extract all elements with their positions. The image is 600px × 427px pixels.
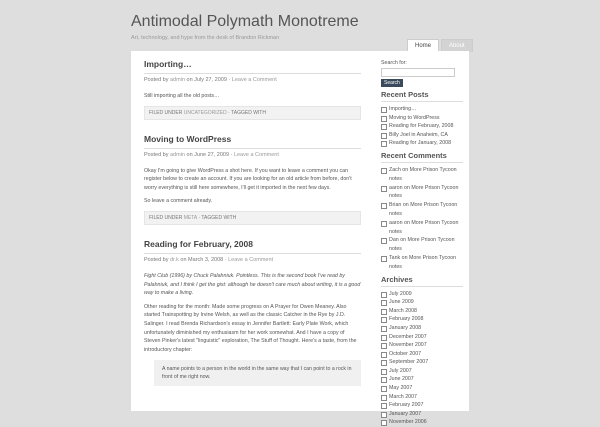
recent-post-link[interactable]: Moving to WordPress: [381, 114, 463, 123]
blockquote: A name points to a person in the world in the same way that I can point to a rock in front of me right now.: [154, 360, 361, 386]
tagged-with-label: · TAGGED WITH: [198, 214, 237, 221]
meta-separator: ·: [228, 77, 231, 83]
recent-comment-link[interactable]: Tank on More Prison Tycoon notes: [381, 254, 463, 272]
site-header: [131, 12, 471, 41]
recent-comment-link[interactable]: aaron on More Prison Tycoon notes: [381, 219, 463, 237]
post-meta-prefix: Posted by: [144, 151, 169, 158]
archive-link[interactable]: September 2007: [381, 358, 463, 367]
archives-list: [381, 290, 463, 427]
recent-post-link[interactable]: Importing…: [381, 105, 463, 114]
site-title[interactable]: Antimodal Polymath Monotreme: [131, 13, 359, 30]
leave-comment-link[interactable]: Leave a Comment: [228, 256, 274, 263]
tagged-with-label: · TAGGED WITH: [228, 109, 266, 116]
post-paragraph: Still importing all the old posts…: [144, 93, 220, 99]
sidebar: [381, 60, 463, 427]
site-description: Art, technology, and hype from the desk of Brandon Rickman: [131, 35, 280, 41]
post-paragraph: Fight Club (1996) by Chuck Palahniuk. Pointless. This is the second book I've read by Palahniuk, and I think I get the gist: although he doesn't care much about writing, it is a good way to make a living.: [144, 272, 361, 297]
recent-comment-link[interactable]: aaron on More Prison Tycoon notes: [381, 184, 463, 202]
meta-separator: ·: [230, 151, 233, 158]
post-title[interactable]: Reading for February, 2008: [144, 239, 361, 254]
category-link[interactable]: META: [183, 214, 197, 221]
archive-link[interactable]: November 2007: [381, 341, 463, 350]
post-footer: [144, 106, 361, 120]
post: [144, 239, 361, 386]
meta-separator: ·: [224, 256, 227, 263]
recent-posts-title: Recent Posts: [381, 90, 463, 102]
leave-comment-link[interactable]: Leave a Comment: [231, 77, 277, 83]
archive-link[interactable]: January 2008: [381, 324, 463, 333]
search-input[interactable]: [381, 68, 455, 77]
archive-link[interactable]: March 2008: [381, 307, 463, 316]
recent-comment-link[interactable]: Brian on More Prison Tycoon notes: [381, 201, 463, 219]
category-link[interactable]: UNCATEGORIZED: [183, 109, 227, 116]
post-meta: [144, 152, 361, 158]
archive-link[interactable]: February 2008: [381, 315, 463, 324]
search-label: Search for:: [381, 60, 407, 66]
archives-title: Archives: [381, 275, 463, 287]
search-button[interactable]: Search: [381, 79, 403, 87]
tab-home[interactable]: Home: [407, 39, 439, 52]
archive-link[interactable]: July 2007: [381, 367, 463, 376]
post-meta-prefix: Posted by: [144, 77, 169, 83]
filed-under-label: FILED UNDER: [149, 214, 183, 221]
post-body: [144, 167, 361, 206]
post-date: on July 27, 2009: [186, 77, 227, 83]
tab-about[interactable]: About: [441, 39, 473, 52]
post-date: on March 3, 2008: [180, 256, 224, 263]
post-date: on June 27, 2009: [186, 151, 230, 158]
recent-post-link[interactable]: Reading for January, 2008: [381, 139, 463, 148]
recent-comments-title: Recent Comments: [381, 151, 463, 163]
archive-link[interactable]: July 2009: [381, 290, 463, 299]
post-paragraph: Other reading for the month: Made some progress on A Prayer for Owen Meaney. Also started Trainspotting by Irvine Welsh, as well as the classic Catcher in the Rye by J.D. Salinger. I read Brenda Richardson's essay in Jennifer Bartlett: Early Plate Work, which unfortunately diminished my enthusiasm for her work somewhat. And I have a copy of Steven Pinker's latest "linguistic" exploration, The Stuff of Thought. Here's a taste, from the introductory chapter:: [144, 303, 357, 353]
post-footer: [144, 211, 361, 225]
archive-link[interactable]: June 2009: [381, 298, 463, 307]
post-meta-prefix: Posted by: [144, 256, 169, 263]
page-container: [131, 51, 469, 426]
recent-comment-link[interactable]: Zach on More Prison Tycoon notes: [381, 166, 463, 184]
archive-link[interactable]: June 2007: [381, 375, 463, 384]
post-body: [144, 92, 361, 101]
archive-link[interactable]: October 2007: [381, 350, 463, 359]
post-title[interactable]: Importing…: [144, 59, 361, 74]
recent-comments-list: [381, 166, 463, 272]
archive-link[interactable]: May 2007: [381, 384, 463, 393]
post-meta: [144, 257, 361, 263]
archive-link[interactable]: February 2007: [381, 401, 463, 410]
recent-comment-link[interactable]: Dan on More Prison Tycoon notes: [381, 236, 463, 254]
recent-posts-list: [381, 105, 463, 148]
archive-link[interactable]: December 2007: [381, 333, 463, 342]
post-meta: [144, 77, 361, 83]
post-author-link[interactable]: dr.k: [170, 256, 179, 263]
archive-link[interactable]: March 2007: [381, 393, 463, 402]
main-content: [144, 59, 361, 400]
recent-post-link[interactable]: Reading for February, 2008: [381, 122, 463, 131]
leave-comment-link[interactable]: Leave a Comment: [233, 151, 279, 158]
recent-post-link[interactable]: Billy Joel in Anaheim, CA: [381, 131, 463, 140]
filed-under-label: FILED UNDER: [149, 109, 183, 116]
archive-link[interactable]: January 2007: [381, 410, 463, 419]
post: [144, 59, 361, 120]
post-paragraph: So leave a comment already.: [144, 198, 213, 205]
post-author-link[interactable]: admin: [170, 77, 185, 83]
post-paragraph: Okay I'm going to give WordPress a shot here. If you want to leave a comment you can register below to create an account. If you are looking for an old article from before, don't worry everything is still here somewhere, I'll get it imported in the next few days.: [144, 167, 352, 191]
post-author-link[interactable]: admin: [170, 151, 185, 158]
post-title[interactable]: Moving to WordPress: [144, 134, 361, 149]
post: [144, 134, 361, 225]
post-body: [144, 272, 361, 354]
archive-link[interactable]: November 2006: [381, 418, 463, 427]
